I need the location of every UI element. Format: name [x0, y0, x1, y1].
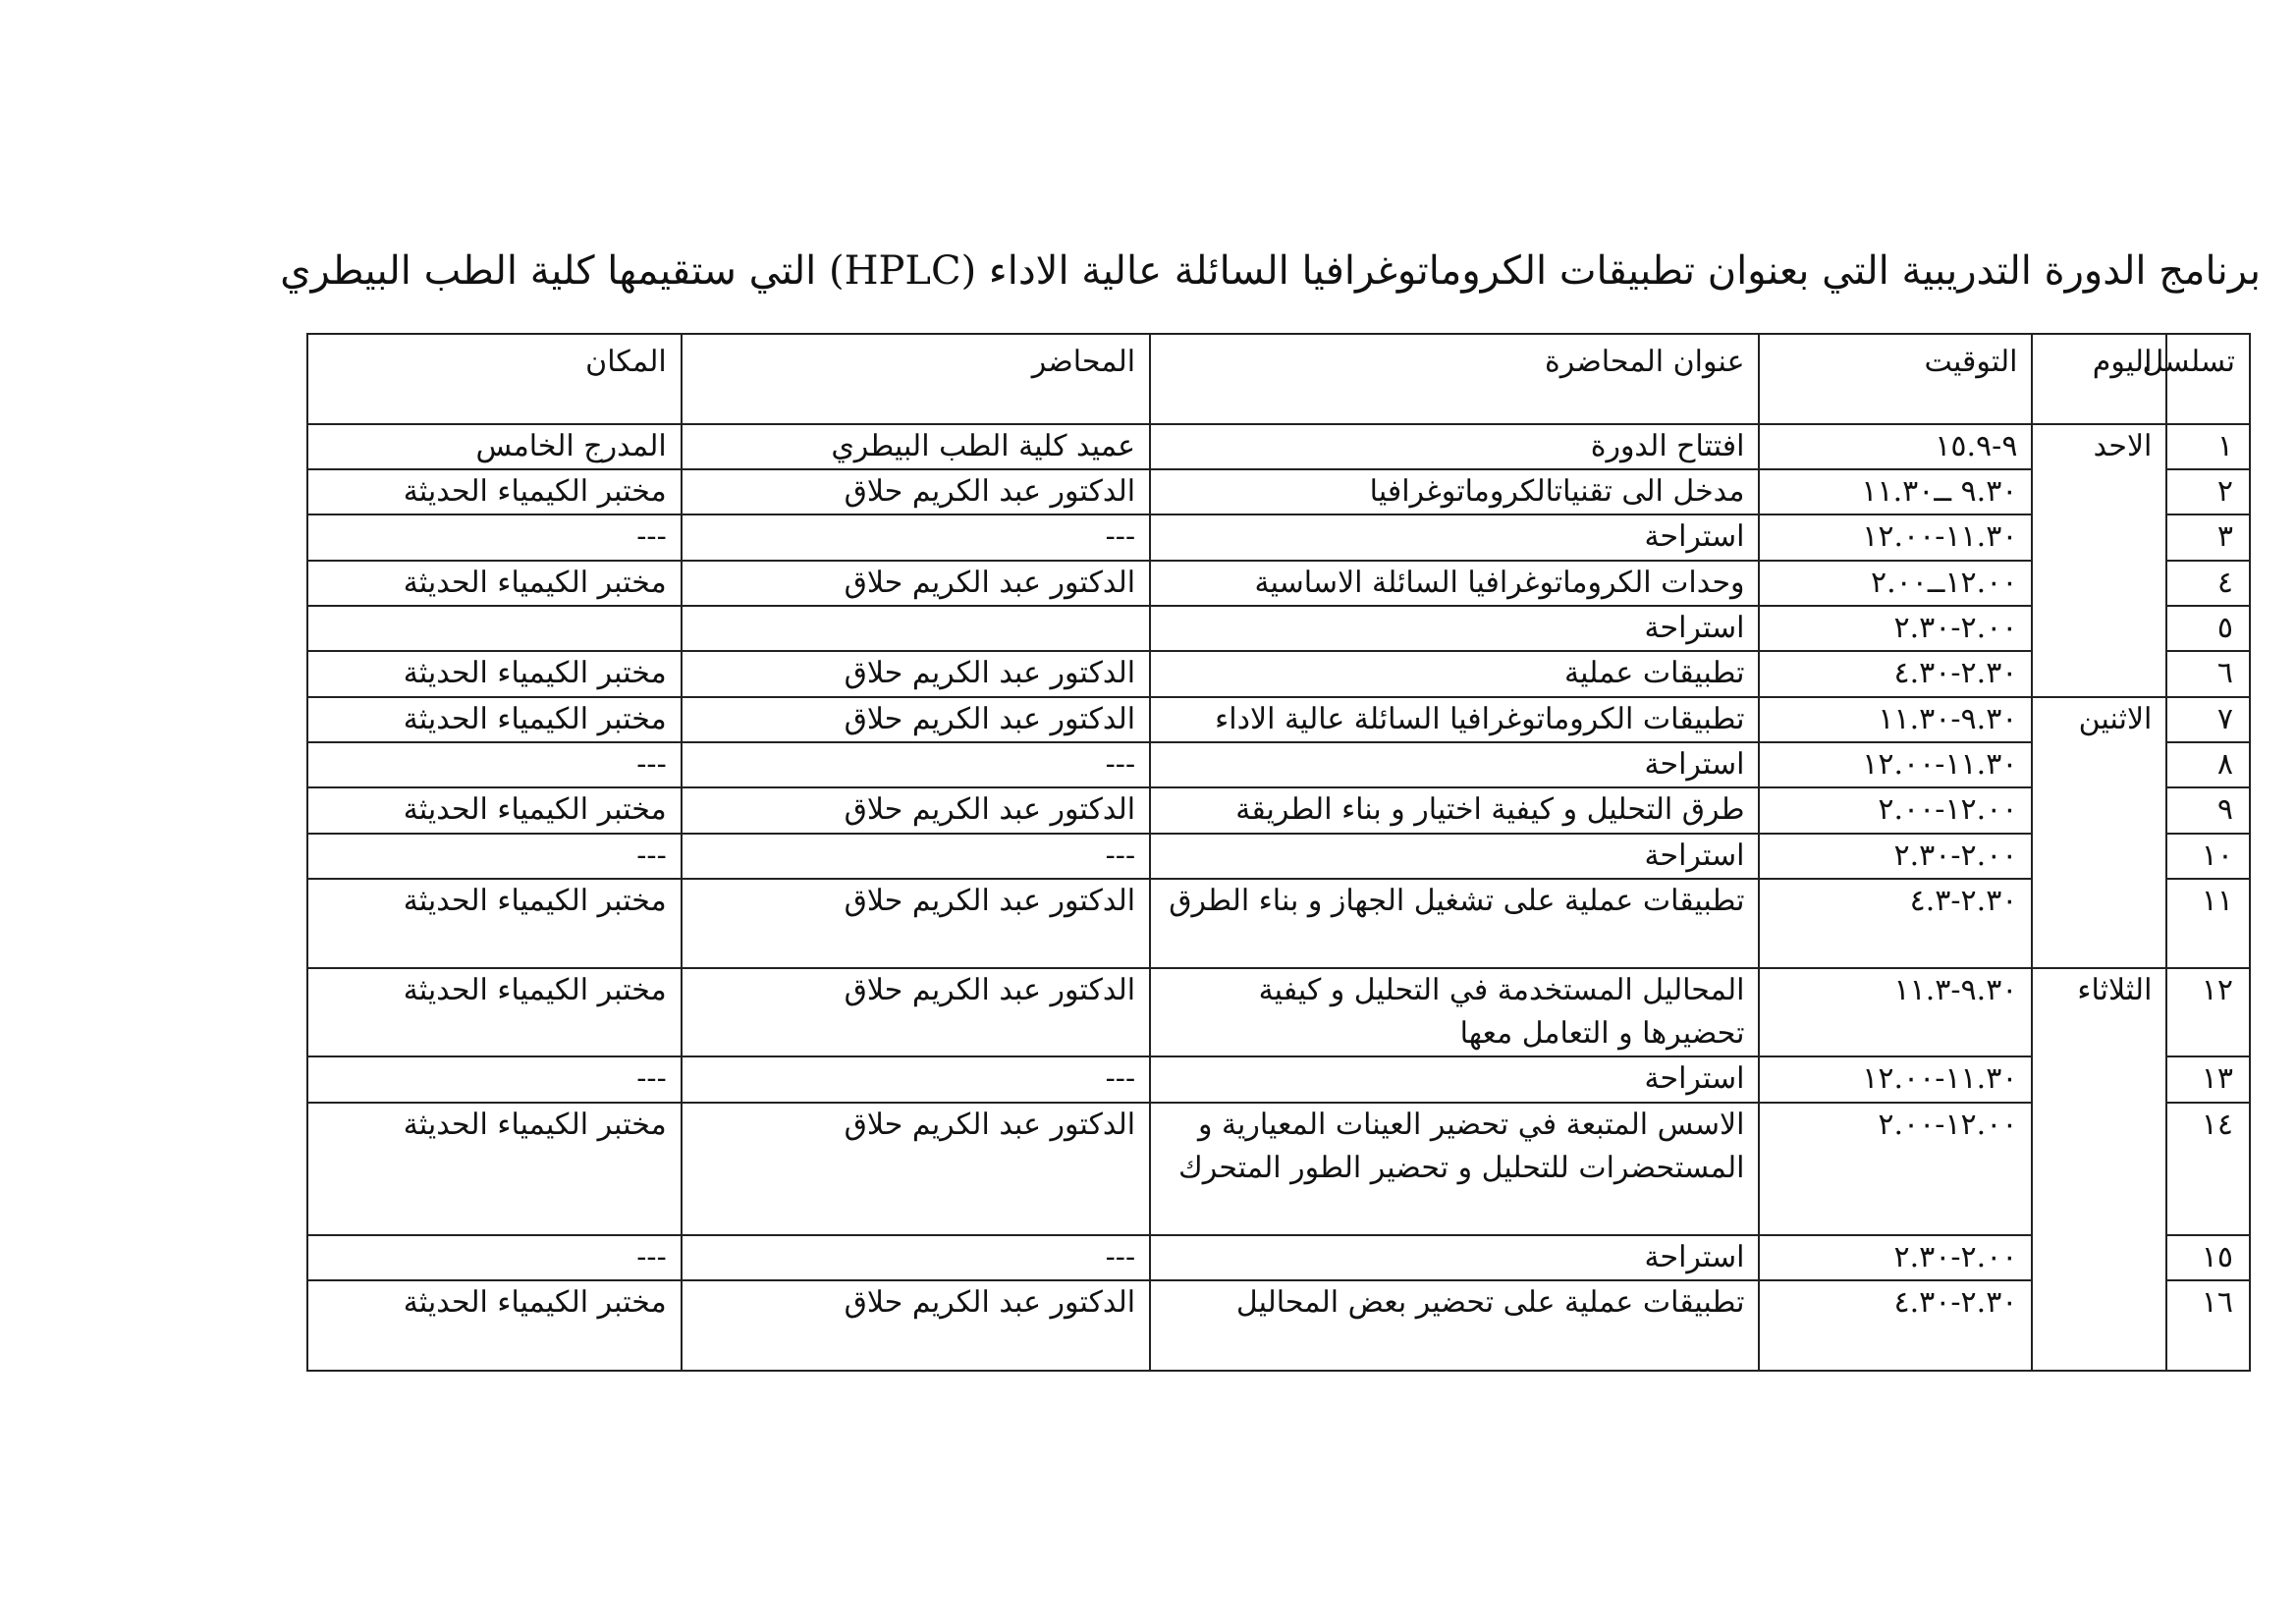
cell-seq: ٨	[2166, 742, 2250, 787]
cell-time: ٢.٣٠-٤.٣٠	[1759, 651, 2032, 696]
cell-time: ٩-١٥.٩	[1759, 424, 2032, 469]
cell-place: ---	[307, 742, 682, 787]
cell-place: مختبر الكيمياء الحديثة	[307, 968, 682, 1057]
cell-title: تطبيقات عملية على تشغيل الجهاز و بناء الطرق	[1150, 879, 1759, 968]
cell-lecturer: ---	[682, 742, 1150, 787]
cell-title: استراحة	[1150, 834, 1759, 879]
cell-title: استراحة	[1150, 606, 1759, 651]
header-lecturer: المحاضر	[682, 334, 1150, 424]
table-header-row	[307, 334, 2250, 424]
cell-time: ٢.٠٠-٢.٣٠	[1759, 1235, 2032, 1280]
cell-place: مختبر الكيمياء الحديثة	[307, 879, 682, 968]
cell-title: تطبيقات عملية	[1150, 651, 1759, 696]
cell-seq: ١٠	[2166, 834, 2250, 879]
cell-place: مختبر الكيمياء الحديثة	[307, 1103, 682, 1235]
cell-place: مختبر الكيمياء الحديثة	[307, 561, 682, 606]
cell-seq: ٣	[2166, 514, 2250, 560]
cell-place: ---	[307, 1235, 682, 1280]
cell-place: مختبر الكيمياء الحديثة	[307, 1280, 682, 1371]
cell-lecturer	[682, 606, 1150, 651]
header-title: عنوان المحاضرة	[1150, 334, 1759, 424]
cell-lecturer: ---	[682, 1235, 1150, 1280]
header-place: المكان	[307, 334, 682, 424]
cell-place: مختبر الكيمياء الحديثة	[307, 787, 682, 833]
cell-time: ٢.٠٠-٢.٣٠	[1759, 834, 2032, 879]
cell-seq: ٦	[2166, 651, 2250, 696]
table-row	[307, 424, 2250, 469]
cell-lecturer: الدكتور عبد الكريم حلاق	[682, 651, 1150, 696]
cell-place: مختبر الكيمياء الحديثة	[307, 651, 682, 696]
cell-title: طرق التحليل و كيفية اختيار و بناء الطريقة	[1150, 787, 1759, 833]
cell-title: مدخل الى تقنياتالكروماتوغرافيا	[1150, 469, 1759, 514]
cell-place	[307, 606, 682, 651]
cell-title: وحدات الكروماتوغرافيا السائلة الاساسية	[1150, 561, 1759, 606]
table-row	[307, 1235, 2250, 1280]
cell-lecturer: ---	[682, 1056, 1150, 1102]
table-row	[307, 606, 2250, 651]
cell-time: ١٢.٠٠-٢.٠٠	[1759, 1103, 2032, 1235]
table-row	[307, 787, 2250, 833]
cell-lecturer: ---	[682, 514, 1150, 560]
cell-time: ٢.٣٠-٤.٣٠	[1759, 1280, 2032, 1371]
table-row	[307, 742, 2250, 787]
cell-seq: ١٢	[2166, 968, 2250, 1057]
cell-title: الاسس المتبعة في تحضير العينات المعيارية و المستحضرات للتحليل و تحضير الطور المتحرك	[1150, 1103, 1759, 1235]
table-row	[307, 469, 2250, 514]
cell-place: ---	[307, 1056, 682, 1102]
cell-time: ١١.٣٠-١٢.٠٠	[1759, 514, 2032, 560]
cell-seq: ٢	[2166, 469, 2250, 514]
cell-lecturer: الدكتور عبد الكريم حلاق	[682, 469, 1150, 514]
header-day: اليوم	[2032, 334, 2166, 424]
cell-place: ---	[307, 834, 682, 879]
cell-title: المحاليل المستخدمة في التحليل و كيفية تحضيرها و التعامل معها	[1150, 968, 1759, 1057]
cell-title: استراحة	[1150, 514, 1759, 560]
cell-place: مختبر الكيمياء الحديثة	[307, 697, 682, 742]
cell-time: ١١.٣٠-١٢.٠٠	[1759, 742, 2032, 787]
table-row	[307, 561, 2250, 606]
table-row	[307, 968, 2250, 1057]
cell-place: مختبر الكيمياء الحديثة	[307, 469, 682, 514]
cell-lecturer: الدكتور عبد الكريم حلاق	[682, 561, 1150, 606]
cell-place: المدرج الخامس	[307, 424, 682, 469]
table-row	[307, 834, 2250, 879]
cell-lecturer: الدكتور عبد الكريم حلاق	[682, 1103, 1150, 1235]
cell-time: ٩.٣٠-١١.٣٠	[1759, 697, 2032, 742]
cell-title: تطبيقات عملية على تحضير بعض المحاليل	[1150, 1280, 1759, 1371]
cell-title: تطبيقات الكروماتوغرافيا السائلة عالية الاداء	[1150, 697, 1759, 742]
cell-time: ٩.٣٠ ــ١١.٣٠	[1759, 469, 2032, 514]
header-time: التوقيت	[1759, 334, 2032, 424]
cell-seq: ١٤	[2166, 1103, 2250, 1235]
cell-seq: ١١	[2166, 879, 2250, 968]
table-row	[307, 1056, 2250, 1102]
cell-lecturer: الدكتور عبد الكريم حلاق	[682, 1280, 1150, 1371]
cell-seq: ١٦	[2166, 1280, 2250, 1371]
cell-seq: ٤	[2166, 561, 2250, 606]
cell-seq: ١٥	[2166, 1235, 2250, 1280]
cell-time: ٢.٠٠-٢.٣٠	[1759, 606, 2032, 651]
table-row	[307, 1280, 2250, 1371]
table-row	[307, 651, 2250, 696]
cell-time: ١٢.٠٠ــ٢.٠٠	[1759, 561, 2032, 606]
cell-title: استراحة	[1150, 742, 1759, 787]
table-row	[307, 879, 2250, 968]
cell-time: ١٢.٠٠-٢.٠٠	[1759, 787, 2032, 833]
schedule-table	[306, 333, 2251, 1372]
page-title: برنامج الدورة التدريبية التي بعنوان تطبيقات الكروماتوغرافيا السائلة عالية الاداء (HPLC) التي ستقيمها كلية الطب البيطري	[280, 248, 2261, 294]
cell-time: ٢.٣٠-٤.٣	[1759, 879, 2032, 968]
cell-time: ٩.٣٠-١١.٣	[1759, 968, 2032, 1057]
cell-time: ١١.٣٠-١٢.٠٠	[1759, 1056, 2032, 1102]
cell-lecturer: عميد كلية الطب البيطري	[682, 424, 1150, 469]
cell-lecturer: الدكتور عبد الكريم حلاق	[682, 787, 1150, 833]
cell-lecturer: ---	[682, 834, 1150, 879]
cell-seq: ٥	[2166, 606, 2250, 651]
cell-seq: ١٣	[2166, 1056, 2250, 1102]
cell-title: افتتاح الدورة	[1150, 424, 1759, 469]
cell-lecturer: الدكتور عبد الكريم حلاق	[682, 697, 1150, 742]
table-row	[307, 1103, 2250, 1235]
cell-day-sunday: الاحد	[2032, 424, 2166, 697]
cell-place: ---	[307, 514, 682, 560]
cell-title: استراحة	[1150, 1235, 1759, 1280]
table-row	[307, 697, 2250, 742]
cell-seq: ٩	[2166, 787, 2250, 833]
cell-seq: ٧	[2166, 697, 2250, 742]
cell-lecturer: الدكتور عبد الكريم حلاق	[682, 968, 1150, 1057]
cell-day-tuesday: الثلاثاء	[2032, 968, 2166, 1371]
table-row	[307, 514, 2250, 560]
cell-day-monday: الاثنين	[2032, 697, 2166, 968]
cell-seq: ١	[2166, 424, 2250, 469]
header-seq: تسلسل	[2166, 334, 2250, 424]
cell-title: استراحة	[1150, 1056, 1759, 1102]
cell-lecturer: الدكتور عبد الكريم حلاق	[682, 879, 1150, 968]
